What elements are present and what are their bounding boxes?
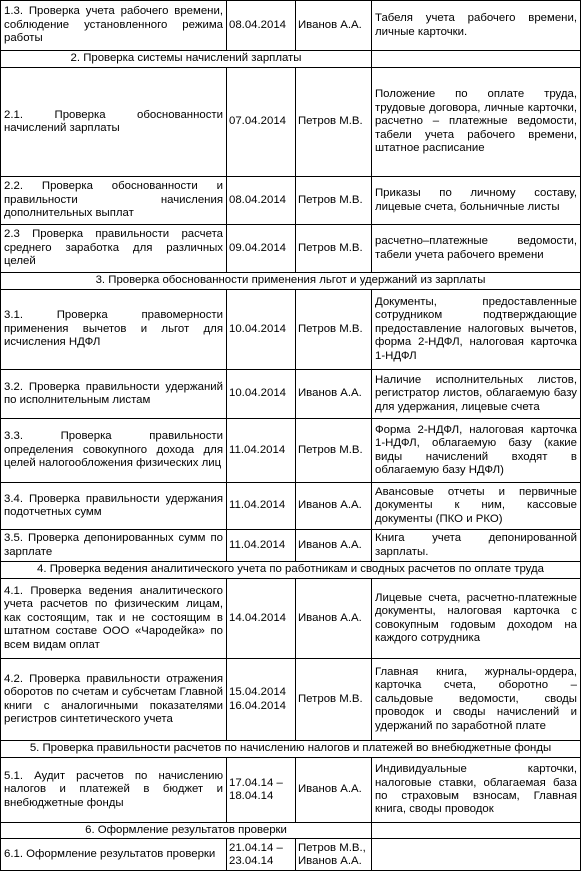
documents-cell: Авансовые отчеты и первичные документы к ним, кассовые документы (ПКО и РКО) <box>372 483 581 530</box>
table-row <box>1 68 581 177</box>
table-row <box>1 1 581 51</box>
date-cell: 21.04.14 – 23.04.14 <box>227 839 296 871</box>
date-cell: 17.04.14 – 18.04.14 <box>227 758 296 823</box>
executor-cell: Петров М.В. <box>296 177 372 225</box>
date-cell: 08.04.2014 <box>227 177 296 225</box>
date-cell: 15.04.2014 16.04.2014 <box>227 659 296 741</box>
documents-cell: Наличие исполнительных листов, регистратор листов, облагаемую базу для удержания, лицевые счета <box>372 370 581 419</box>
table-row <box>1 419 581 483</box>
section-title: 4. Проверка ведения аналитического учета по работникам и сводных расчетов по оплате труда <box>1 562 581 579</box>
section-header-row <box>1 51 581 68</box>
date-cell: 11.04.2014 <box>227 419 296 483</box>
documents-cell <box>372 839 581 871</box>
date-cell: 07.04.2014 <box>227 68 296 177</box>
task-cell: 5.1. Аудит расчетов по начислению налогов и платежей в бюджет и внебюджетные фонды <box>1 758 227 823</box>
executor-cell: Иванов А.А. <box>296 1 372 51</box>
task-cell: 3.4. Проверка правильности удержания подотчетных сумм <box>1 483 227 530</box>
date-cell: 08.04.2014 <box>227 1 296 51</box>
executor-cell: Петров М.В., Иванов А.А. <box>296 839 372 871</box>
task-cell: 6.1. Оформление результатов проверки <box>1 839 227 871</box>
table-row <box>1 290 581 370</box>
task-cell: 2.1. Проверка обоснованности начислений зарплаты <box>1 68 227 177</box>
table-row <box>1 177 581 225</box>
task-cell: 4.1. Проверка ведения аналитического учета расчетов по физическим лицам, как состоящим, так и не состоящим в штатном составе ООО «Чародейка» по всем видам оплат <box>1 579 227 659</box>
table-row <box>1 758 581 823</box>
documents-cell: Положение по оплате труда, трудовые договора, личные карточки, расчетно – платежные ведомости, табели учета рабочего времени, штатное расписание <box>372 68 581 177</box>
table-row <box>1 659 581 741</box>
executor-cell: Петров М.В. <box>296 68 372 177</box>
date-cell: 09.04.2014 <box>227 225 296 273</box>
documents-cell: Форма 2-НДФЛ, налоговая карточка 1-НДФЛ, облагаемую базу (какие виды начислений входят в облагаемую базу НДФЛ) <box>372 419 581 483</box>
executor-cell: Иванов А.А. <box>296 530 372 562</box>
table-row <box>1 370 581 419</box>
table-row <box>1 579 581 659</box>
executor-cell: Иванов А.А. <box>296 483 372 530</box>
executor-cell: Петров М.В. <box>296 290 372 370</box>
documents-cell: расчетно–платежные ведомости, табели учета рабочего времени <box>372 225 581 273</box>
section-header-row <box>1 562 581 579</box>
documents-cell: Главная книга, журналы-ордера, карточка счета, оборотно – сальдовые ведомости, своды проводок и своды начислений и удержаний по заработной плате <box>372 659 581 741</box>
task-cell: 3.2. Проверка правильности удержаний по исполнительным листам <box>1 370 227 419</box>
task-cell: 3.1. Проверка правомерности применения вычетов и льгот для исчисления НДФЛ <box>1 290 227 370</box>
executor-cell: Иванов А.А. <box>296 579 372 659</box>
section-header-row <box>1 741 581 758</box>
date-cell: 10.04.2014 <box>227 290 296 370</box>
task-cell: 3.5. Проверка депонированных сумм по зарплате <box>1 530 227 562</box>
task-cell: 3.3. Проверка правильности определения совокупного дохода для целей налогообложения физических лиц <box>1 419 227 483</box>
task-cell: 2.3 Проверка правильности расчета среднего заработка для различных целей <box>1 225 227 273</box>
section-empty-cell <box>372 823 581 839</box>
date-cell: 11.04.2014 <box>227 530 296 562</box>
executor-cell: Иванов А.А. <box>296 370 372 419</box>
table-row <box>1 530 581 562</box>
documents-cell: Приказы по личному составу, лицевые счета, больничные листы <box>372 177 581 225</box>
section-title: 5. Проверка правильности расчетов по начислению налогов и платежей во внебюджетные фонды <box>1 741 581 758</box>
section-title: 6. Оформление результатов проверки <box>1 823 372 839</box>
section-title: 2. Проверка системы начислений зарплаты <box>1 51 372 68</box>
documents-cell: Лицевые счета, расчетно-платежные документы, налоговая карточка с совокупным годовым доходом на каждого сотрудника <box>372 579 581 659</box>
executor-cell: Петров М.В. <box>296 225 372 273</box>
executor-cell: Петров М.В. <box>296 659 372 741</box>
section-title: 3. Проверка обоснованности применения льгот и удержаний из зарплаты <box>1 273 581 290</box>
date-cell: 14.04.2014 <box>227 579 296 659</box>
section-empty-cell <box>372 51 581 68</box>
task-cell: 1.3. Проверка учета рабочего времени, соблюдение установленного режима работы <box>1 1 227 51</box>
date-cell: 11.04.2014 <box>227 483 296 530</box>
section-header-row <box>1 273 581 290</box>
executor-cell: Петров М.В. <box>296 419 372 483</box>
table-row <box>1 483 581 530</box>
documents-cell: Книга учета депонированной зарплаты. <box>372 530 581 562</box>
documents-cell: Табеля учета рабочего времени, личные карточки. <box>372 1 581 51</box>
documents-cell: Документы, предоставленные сотрудником подтверждающие предоставление налоговых вычетов, форма 2-НДФЛ, налоговая карточка 1-НДФЛ <box>372 290 581 370</box>
task-cell: 4.2. Проверка правильности отражения оборотов по счетам и субсчетам Главной книги с аналогичными показателями регистров синтетического учета <box>1 659 227 741</box>
executor-cell: Иванов А.А. <box>296 758 372 823</box>
table-row <box>1 225 581 273</box>
section-header-row <box>1 823 581 839</box>
table-row <box>1 839 581 871</box>
documents-cell: Индивидуальные карточки, налоговые ставки, облагаемая база по страховым взносам, Главная книга, своды проводок <box>372 758 581 823</box>
date-cell: 10.04.2014 <box>227 370 296 419</box>
task-cell: 2.2. Проверка обоснованности и правильности начисления дополнительных выплат <box>1 177 227 225</box>
